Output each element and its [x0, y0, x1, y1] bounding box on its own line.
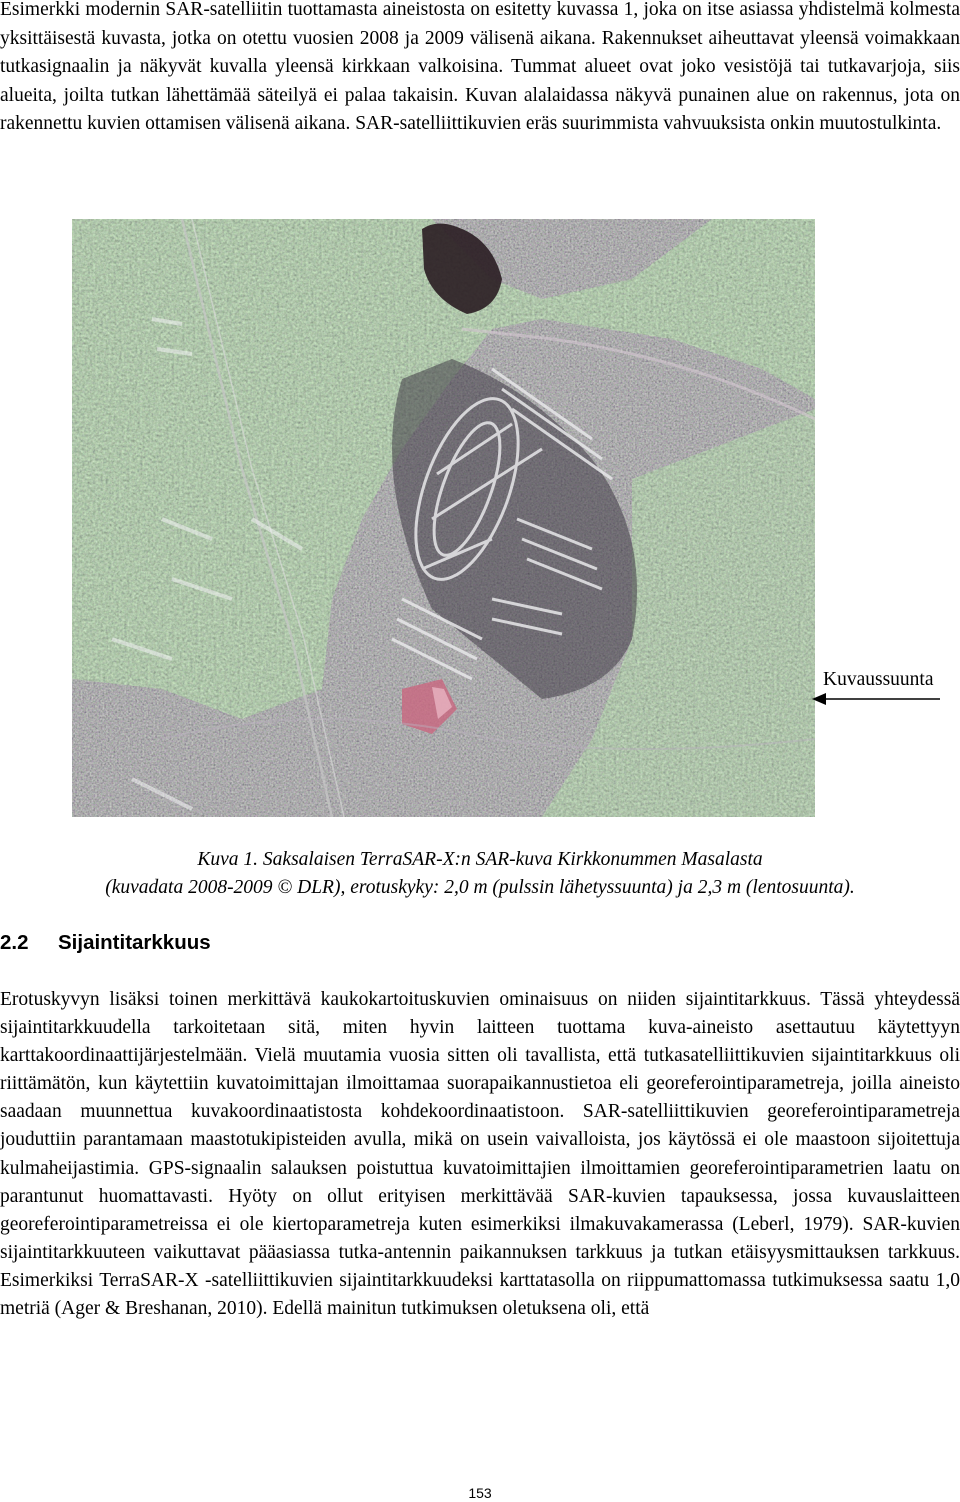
figure-caption [0, 846, 960, 902]
caption-line-2: (kuvadata 2008-2009 © DLR), erotuskyky: 2,0 m (pulssin lähetyssuunta) ja 2,3 m (lentosuunta). [105, 877, 855, 898]
sar-image [72, 219, 815, 817]
section-title: Sijaintitarkkuus [58, 931, 211, 954]
direction-arrow [812, 692, 942, 706]
sar-image-graphic [72, 219, 815, 817]
section-heading [0, 929, 211, 957]
section-number: 2.2 [0, 931, 29, 954]
body-paragraph: Erotuskyvyn lisäksi toinen merkittävä kaukokartoituskuvien ominaisuus on niiden sijaintitarkkuus. Tässä yhteydessä sijaintitarkkuudella tarkoitetaan sitä, miten hyvin laitteen tuottama kuva-aineisto asettautuu käytettyyn karttakoordinaattijärjestelmään. Vielä muutamia vuosia sitten oli tavallista, että tutkasatelliittikuvien sijaintitarkkuus oli riittämätön, kun käytettiin kuvatoimittajan ilmoittamaa suorapaikannustietoa eli georeferointiparametreja, joilla aineisto saadaan muunnettua kuvakoordinaatistosta kohdekoordinaatistoon. SAR-satelliittikuvien georeferointiparametreja jouduttiin parantamaan maastotukipisteiden avulla, mikä on usein vaivalloista, jos käytössä ei ole maastoon sijoitettuja kulmaheijastimia. GPS-signaalin salauksen poistuttua kuvatoimittajien ilmoittamien georeferointiparametrien laatu on parantunut huomattavasti. Hyöty on ollut erityisen merkittävää SAR-kuvien tapauksessa, jossa kuvauslaitteen georeferointiparametreissa ei ole kiertoparametreja kuten esimerkiksi ilmakuvakamerassa (Leberl, 1979). SAR-kuvien sijaintitarkkuuteen vaikuttavat pääasiassa tutka-antennin paikannuksen tarkkuus ja tutkan etäisyysmittauksen tarkkuus. Esimerkiksi TerraSAR-X -satelliittikuvien sijaintitarkkuudeksi karttatasolla on riippumattomassa tutkimuksessa saatu 1,0 metriä (Ager & Breshanan, 2010). Edellä mainitun tutkimuksen oletuksena oli, että [0, 989, 960, 1320]
caption-line-1: Kuva 1. Saksalaisen TerraSAR-X:n SAR-kuva Kirkkonummen Masalasta [197, 849, 763, 870]
intro-paragraph: Esimerkki modernin SAR-satelliitin tuottamasta aineistosta on esitetty kuvassa 1, joka on itse asiassa yhdistelmä kolmesta yksittäisestä kuvasta, jotka on otettu vuosien 2008 ja 2009 välisenä aikana. Rakennukset aiheuttavat yleensä voimakkaan tutkasignaalin ja näkyvät kuvalla yleensä kirkkaan valkoisina. Tummat alueet ovat joko vesistöjä tai tutkavarjoja, siis alueita, joilta tutkan lähettämää säteilyä ei palaa takaisin. Kuvan alalaidassa näkyvä punainen alue on rakennus, jota on rakennettu kuvien ottamisen välisenä aikana. SAR-satelliittikuvien eräs suurimmista vahvuuksista onkin muutostulkinta. [0, 0, 960, 134]
page-number: 153 [468, 1485, 492, 1501]
direction-label: Kuvaussuunta [823, 669, 934, 690]
